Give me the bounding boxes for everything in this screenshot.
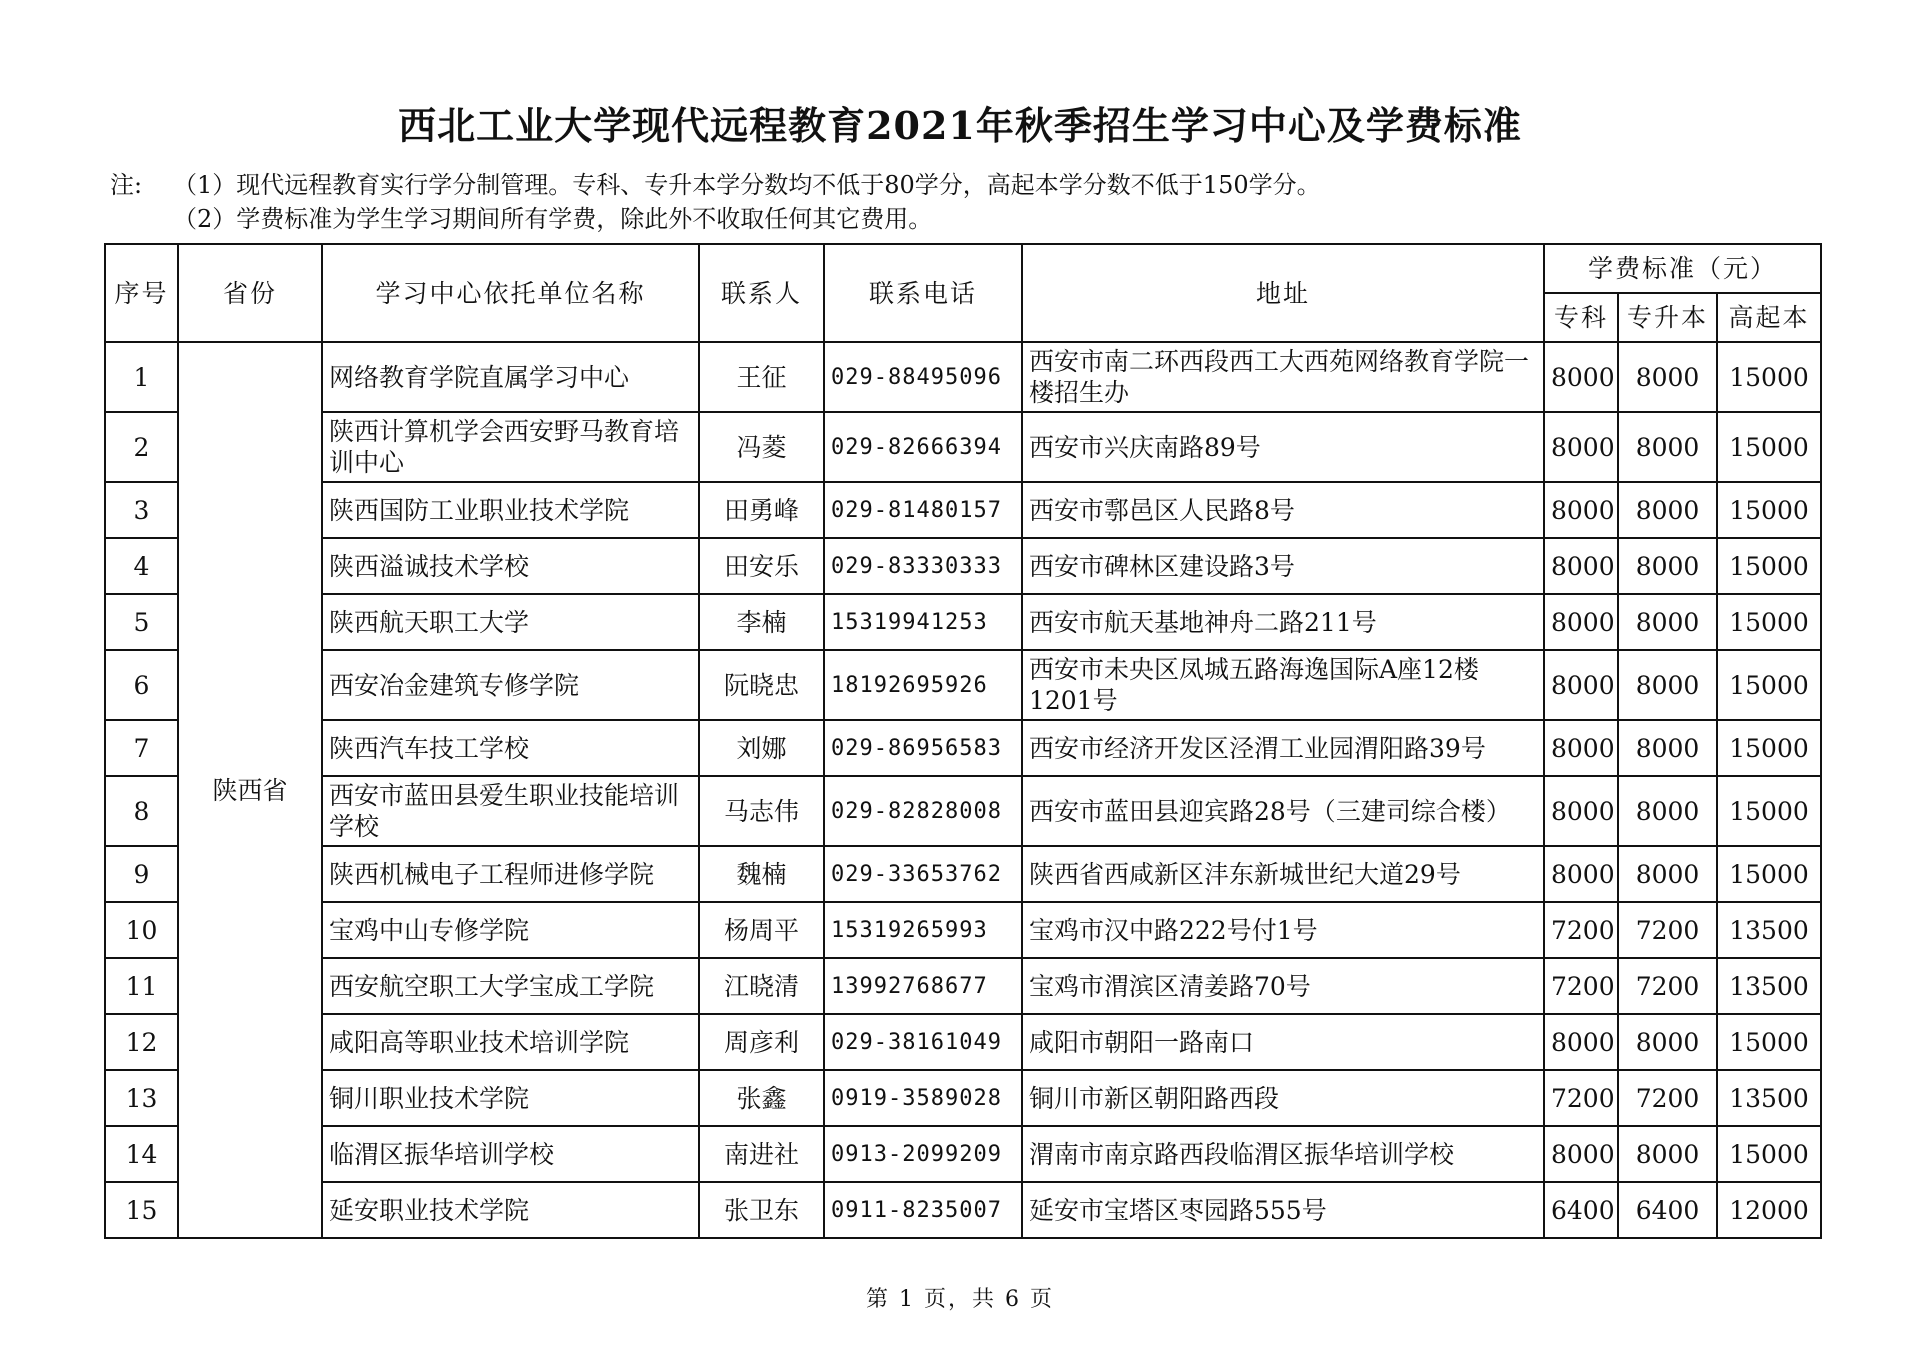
table-row — [105, 958, 1821, 1014]
cell-contact: 刘娜 — [699, 720, 824, 776]
cell-fee-gaoqiben: 15000 — [1717, 594, 1821, 650]
cell-center-name: 咸阳高等职业技术培训学院 — [322, 1014, 699, 1070]
cell-center-name: 铜川职业技术学院 — [322, 1070, 699, 1126]
cell-phone: 029-83330333 — [824, 538, 1022, 594]
cell-address: 西安市经济开发区泾渭工业园渭阳路39号 — [1022, 720, 1544, 776]
cell-phone: 029-81480157 — [824, 482, 1022, 538]
cell-seq: 6 — [105, 650, 178, 720]
cell-fee-zhuanshengben: 7200 — [1618, 958, 1717, 1014]
cell-province: 陕西省 — [178, 342, 322, 1238]
cell-fee-zhuanke: 8000 — [1544, 482, 1618, 538]
table-row — [105, 538, 1821, 594]
cell-fee-gaoqiben: 13500 — [1717, 902, 1821, 958]
header-contact: 联系人 — [699, 244, 824, 342]
cell-address: 咸阳市朝阳一路南口 — [1022, 1014, 1544, 1070]
table-row — [105, 594, 1821, 650]
note-line-1 — [110, 168, 1321, 202]
table-row — [105, 342, 1821, 412]
cell-fee-gaoqiben: 15000 — [1717, 342, 1821, 412]
cell-fee-gaoqiben: 13500 — [1717, 958, 1821, 1014]
cell-center-name: 西安航空职工大学宝成工学院 — [322, 958, 699, 1014]
cell-fee-zhuanshengben: 7200 — [1618, 1070, 1717, 1126]
cell-fee-gaoqiben: 15000 — [1717, 650, 1821, 720]
header-phone: 联系电话 — [824, 244, 1022, 342]
table-row — [105, 720, 1821, 776]
cell-fee-zhuanke: 8000 — [1544, 650, 1618, 720]
cell-contact: 田勇峰 — [699, 482, 824, 538]
cell-seq: 3 — [105, 482, 178, 538]
cell-center-name: 延安职业技术学院 — [322, 1182, 699, 1238]
cell-fee-zhuanke: 8000 — [1544, 720, 1618, 776]
cell-seq: 11 — [105, 958, 178, 1014]
cell-address: 西安市碑林区建设路3号 — [1022, 538, 1544, 594]
cell-seq: 1 — [105, 342, 178, 412]
cell-contact: 南进社 — [699, 1126, 824, 1182]
cell-fee-zhuanshengben: 8000 — [1618, 776, 1717, 846]
cell-fee-zhuanke: 7200 — [1544, 958, 1618, 1014]
cell-phone: 0911-8235007 — [824, 1182, 1022, 1238]
cell-center-name: 陕西汽车技工学校 — [322, 720, 699, 776]
cell-address: 渭南市南京路西段临渭区振华培训学校 — [1022, 1126, 1544, 1182]
cell-seq: 5 — [105, 594, 178, 650]
cell-contact: 田安乐 — [699, 538, 824, 594]
cell-center-name: 网络教育学院直属学习中心 — [322, 342, 699, 412]
table-body — [105, 342, 1821, 1238]
cell-fee-zhuanshengben: 7200 — [1618, 902, 1717, 958]
cell-phone: 0919-3589028 — [824, 1070, 1022, 1126]
cell-fee-gaoqiben: 15000 — [1717, 482, 1821, 538]
header-center-name: 学习中心依托单位名称 — [322, 244, 699, 342]
cell-contact: 王征 — [699, 342, 824, 412]
cell-seq: 9 — [105, 846, 178, 902]
cell-phone: 15319265993 — [824, 902, 1022, 958]
cell-address: 宝鸡市汉中路222号付1号 — [1022, 902, 1544, 958]
cell-fee-zhuanshengben: 8000 — [1618, 1014, 1717, 1070]
cell-fee-zhuanke: 7200 — [1544, 1070, 1618, 1126]
cell-contact: 李楠 — [699, 594, 824, 650]
cell-fee-zhuanshengben: 8000 — [1618, 342, 1717, 412]
cell-center-name: 西安市蓝田县爱生职业技能培训学校 — [322, 776, 699, 846]
cell-phone: 029-82828008 — [824, 776, 1022, 846]
cell-seq: 10 — [105, 902, 178, 958]
cell-address: 西安市航天基地神舟二路211号 — [1022, 594, 1544, 650]
header-gaoqiben: 高起本 — [1717, 293, 1821, 342]
cell-center-name: 陕西机械电子工程师进修学院 — [322, 846, 699, 902]
cell-address: 西安市未央区凤城五路海逸国际A座12楼1201号 — [1022, 650, 1544, 720]
header-seq: 序号 — [105, 244, 178, 342]
table-row — [105, 1126, 1821, 1182]
table-row — [105, 776, 1821, 846]
header-zhuanke: 专科 — [1544, 293, 1618, 342]
cell-address: 延安市宝塔区枣园路555号 — [1022, 1182, 1544, 1238]
cell-center-name: 陕西国防工业职业技术学院 — [322, 482, 699, 538]
cell-phone: 029-88495096 — [824, 342, 1022, 412]
cell-address: 西安市南二环西段西工大西苑网络教育学院一楼招生办 — [1022, 342, 1544, 412]
cell-seq: 7 — [105, 720, 178, 776]
cell-phone: 13992768677 — [824, 958, 1022, 1014]
cell-fee-gaoqiben: 12000 — [1717, 1182, 1821, 1238]
cell-phone: 18192695926 — [824, 650, 1022, 720]
cell-center-name: 陕西航天职工大学 — [322, 594, 699, 650]
cell-fee-zhuanshengben: 8000 — [1618, 846, 1717, 902]
cell-contact: 阮晓忠 — [699, 650, 824, 720]
cell-seq: 14 — [105, 1126, 178, 1182]
cell-fee-zhuanshengben: 8000 — [1618, 720, 1717, 776]
table-row — [105, 412, 1821, 482]
cell-center-name: 西安冶金建筑专修学院 — [322, 650, 699, 720]
cell-fee-zhuanke: 8000 — [1544, 538, 1618, 594]
cell-fee-gaoqiben: 15000 — [1717, 1014, 1821, 1070]
cell-seq: 8 — [105, 776, 178, 846]
page-indicator: 第 1 页，共 6 页 — [866, 1287, 1054, 1312]
cell-fee-gaoqiben: 15000 — [1717, 720, 1821, 776]
cell-seq: 4 — [105, 538, 178, 594]
cell-phone: 029-82666394 — [824, 412, 1022, 482]
note-text-1: （1）现代远程教育实行学分制管理。专科、专升本学分数均不低于80学分，高起本学分数不低于150学分。 — [173, 171, 1321, 199]
cell-fee-zhuanshengben: 8000 — [1618, 412, 1717, 482]
cell-fee-gaoqiben: 15000 — [1717, 412, 1821, 482]
cell-center-name: 陕西溢诚技术学校 — [322, 538, 699, 594]
cell-seq: 15 — [105, 1182, 178, 1238]
cell-contact: 江晓清 — [699, 958, 824, 1014]
cell-contact: 魏楠 — [699, 846, 824, 902]
cell-fee-gaoqiben: 15000 — [1717, 846, 1821, 902]
cell-address: 陕西省西咸新区沣东新城世纪大道29号 — [1022, 846, 1544, 902]
cell-center-name: 陕西计算机学会西安野马教育培训中心 — [322, 412, 699, 482]
header-fee-group: 学费标准（元） — [1544, 244, 1821, 293]
cell-contact: 冯菱 — [699, 412, 824, 482]
cell-center-name: 临渭区振华培训学校 — [322, 1126, 699, 1182]
header-zhuanshengben: 专升本 — [1618, 293, 1717, 342]
cell-phone: 15319941253 — [824, 594, 1022, 650]
notes-label: 注: — [110, 171, 143, 199]
cell-fee-gaoqiben: 15000 — [1717, 776, 1821, 846]
cell-address: 宝鸡市渭滨区清姜路70号 — [1022, 958, 1544, 1014]
cell-fee-zhuanke: 8000 — [1544, 1126, 1618, 1182]
document-title: 西北工业大学现代远程教育2021年秋季招生学习中心及学费标准 — [398, 103, 1522, 148]
table-row — [105, 1182, 1821, 1238]
cell-fee-zhuanshengben: 6400 — [1618, 1182, 1717, 1238]
cell-fee-zhuanshengben: 8000 — [1618, 1126, 1717, 1182]
fee-table — [104, 243, 1822, 1239]
cell-address: 铜川市新区朝阳路西段 — [1022, 1070, 1544, 1126]
cell-center-name: 宝鸡中山专修学院 — [322, 902, 699, 958]
table-row — [105, 1014, 1821, 1070]
header-province: 省份 — [178, 244, 322, 342]
cell-fee-zhuanke: 8000 — [1544, 594, 1618, 650]
cell-contact: 周彦利 — [699, 1014, 824, 1070]
cell-contact: 马志伟 — [699, 776, 824, 846]
table-row — [105, 482, 1821, 538]
table-row — [105, 902, 1821, 958]
cell-fee-zhuanke: 8000 — [1544, 776, 1618, 846]
cell-contact: 张鑫 — [699, 1070, 824, 1126]
cell-address: 西安市蓝田县迎宾路28号（三建司综合楼） — [1022, 776, 1544, 846]
cell-seq: 12 — [105, 1014, 178, 1070]
table-row — [105, 1070, 1821, 1126]
cell-phone: 029-86956583 — [824, 720, 1022, 776]
header-address: 地址 — [1022, 244, 1544, 342]
cell-fee-gaoqiben: 15000 — [1717, 1126, 1821, 1182]
cell-contact: 张卫东 — [699, 1182, 824, 1238]
cell-contact: 杨周平 — [699, 902, 824, 958]
cell-fee-zhuanke: 8000 — [1544, 412, 1618, 482]
cell-seq: 2 — [105, 412, 178, 482]
cell-fee-gaoqiben: 15000 — [1717, 538, 1821, 594]
notes-block — [110, 168, 1321, 236]
cell-fee-zhuanke: 8000 — [1544, 846, 1618, 902]
cell-address: 西安市兴庆南路89号 — [1022, 412, 1544, 482]
table-row — [105, 650, 1821, 720]
cell-phone: 0913-2099209 — [824, 1126, 1022, 1182]
note-line-2 — [110, 202, 1321, 236]
cell-fee-gaoqiben: 13500 — [1717, 1070, 1821, 1126]
cell-fee-zhuanke: 7200 — [1544, 902, 1618, 958]
cell-seq: 13 — [105, 1070, 178, 1126]
cell-fee-zhuanshengben: 8000 — [1618, 594, 1717, 650]
cell-fee-zhuanke: 6400 — [1544, 1182, 1618, 1238]
note-text-2: （2）学费标准为学生学习期间所有学费，除此外不收取任何其它费用。 — [173, 205, 933, 233]
cell-fee-zhuanshengben: 8000 — [1618, 482, 1717, 538]
cell-address: 西安市鄠邑区人民路8号 — [1022, 482, 1544, 538]
cell-fee-zhuanke: 8000 — [1544, 1014, 1618, 1070]
cell-phone: 029-33653762 — [824, 846, 1022, 902]
cell-fee-zhuanshengben: 8000 — [1618, 538, 1717, 594]
cell-phone: 029-38161049 — [824, 1014, 1022, 1070]
cell-fee-zhuanshengben: 8000 — [1618, 650, 1717, 720]
cell-fee-zhuanke: 8000 — [1544, 342, 1618, 412]
table-row — [105, 846, 1821, 902]
